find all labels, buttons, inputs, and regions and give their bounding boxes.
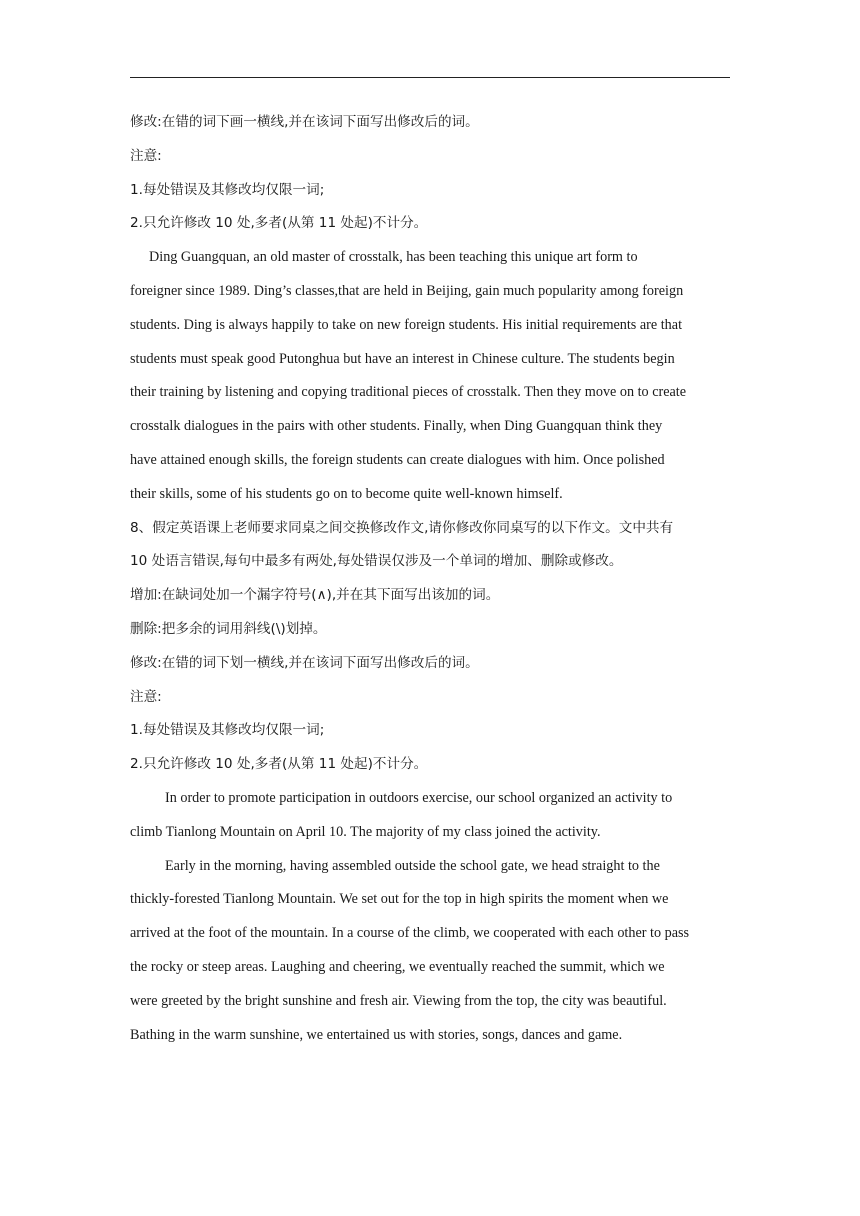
text-line: 删除:把多余的词用斜线(\)划掉。 (130, 620, 327, 637)
text-line: 修改:在错的词下画一横线,并在该词下面写出修改后的词。 (130, 114, 479, 130)
text-line: 修改:在错的词下划一横线,并在该词下面写出修改后的词。 (130, 654, 479, 671)
text-line: In order to promote participation in outdoors exercise, our school organized an activity to (165, 789, 673, 806)
text-line: their training by listening and copying traditional pieces of crosstalk. Then they move on to create (130, 384, 687, 401)
text-line: 注意: (130, 147, 162, 164)
text-line: foreigner since 1989. Ding’s classes,that are held in Beijing, gain much popularity among foreign (130, 282, 684, 299)
text-line: crosstalk dialogues in the pairs with other students. Finally, when Ding Guangquan think they (130, 418, 663, 435)
text-line: 1.每处错误及其修改均仅限一词; (130, 722, 325, 739)
text-line: Ding Guangquan, an old master of crosstalk, has been teaching this unique art form to (149, 249, 638, 266)
text-line: 增加:在缺词处加一个漏字符号(∧),并在其下面写出该加的词。 (130, 587, 500, 604)
text-line: 10 处语言错误,每句中最多有两处,每处错误仅涉及一个单词的增加、删除或修改。 (130, 553, 623, 570)
header-rule (130, 77, 730, 78)
document-body (130, 106, 730, 1052)
text-line: climb Tianlong Mountain on April 10. The majority of my class joined the activity. (130, 823, 601, 840)
text-line: students. Ding is always happily to take on new foreign students. His initial requirements are that (130, 316, 683, 333)
text-line: arrived at the foot of the mountain. In a course of the climb, we cooperated with each other to pass (130, 925, 690, 942)
text-line: the rocky or steep areas. Laughing and cheering, we eventually reached the summit, which we (130, 958, 665, 975)
text-line: their skills, some of his students go on to become quite well-known himself. (130, 485, 563, 502)
text-line: 1.每处错误及其修改均仅限一词; (130, 181, 325, 198)
text-line: were greeted by the bright sunshine and fresh air. Viewing from the top, the city was beautiful. (130, 992, 667, 1009)
text-line: Bathing in the warm sunshine, we entertained us with stories, songs, dances and game. (130, 1026, 623, 1043)
text-line: Early in the morning, having assembled outside the school gate, we head straight to the (165, 857, 660, 874)
text-line: 2.只允许修改 10 处,多者(从第 11 处起)不计分。 (130, 756, 428, 773)
text-line: students must speak good Putonghua but have an interest in Chinese culture. The students begin (130, 350, 675, 367)
text-line: 注意: (130, 688, 162, 705)
text-line: 8、假定英语课上老师要求同桌之间交换修改作文,请你修改你同桌写的以下作文。文中共有 (130, 519, 674, 536)
text-line: have attained enough skills, the foreign students can create dialogues with him. Once polished (130, 451, 665, 468)
text-line: thickly-forested Tianlong Mountain. We set out for the top in high spirits the moment when we (130, 891, 669, 908)
text-line: 2.只允许修改 10 处,多者(从第 11 处起)不计分。 (130, 215, 428, 232)
